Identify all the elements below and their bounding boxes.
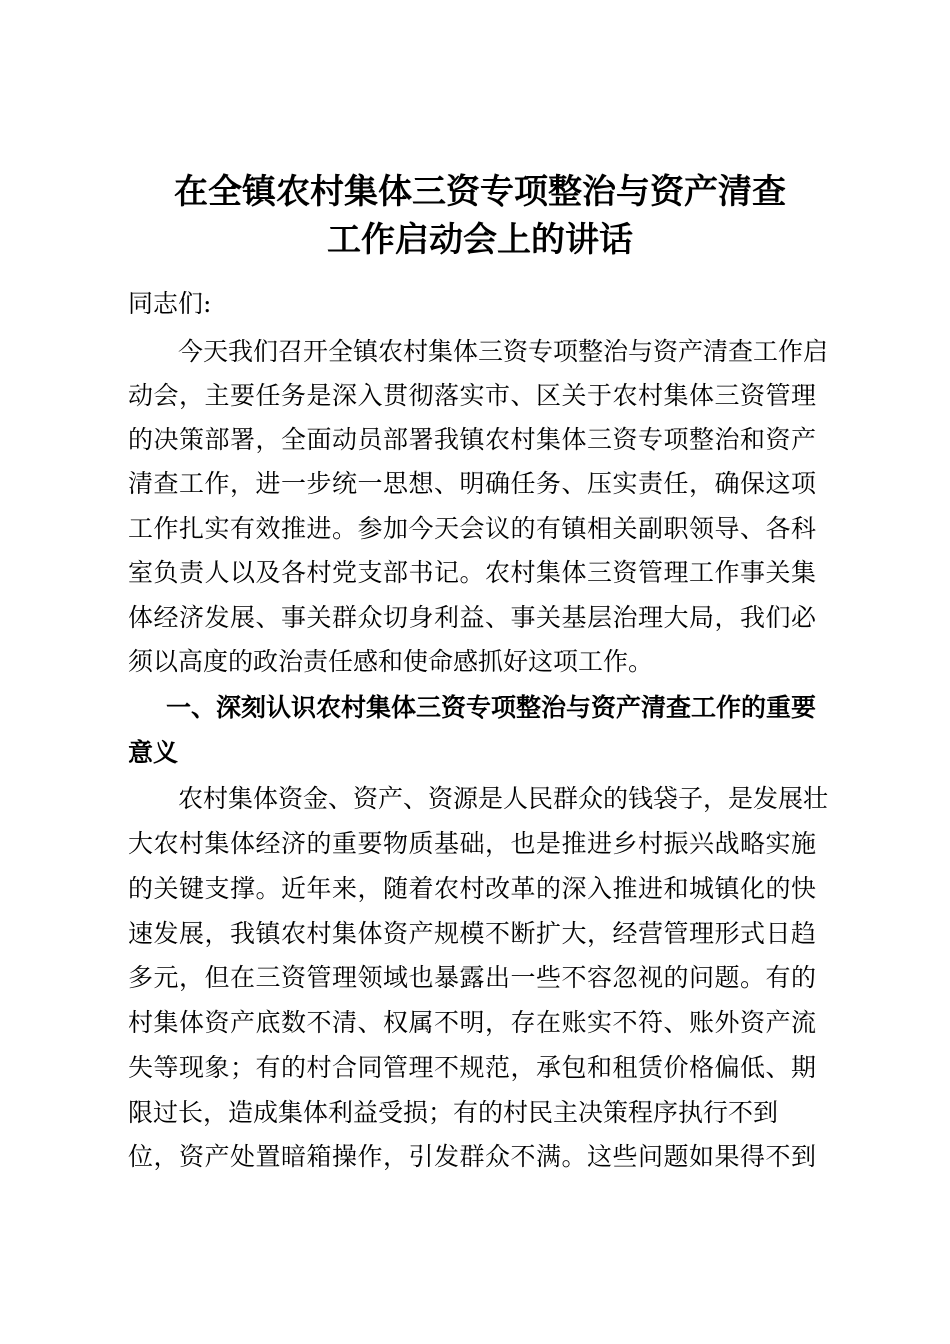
- document-title-line-2: 工作启动会上的讲话: [327, 220, 633, 260]
- paragraph-line: 失等现象；有的村合同管理不规范，承包和租赁价格偏低、期: [128, 1053, 816, 1082]
- paragraph-line: 速发展，我镇农村集体资产规模不断扩大，经营管理形式日趋: [128, 919, 816, 948]
- paragraph-line: 体经济发展、事关群众切身利益、事关基层治理大局，我们必: [128, 603, 816, 632]
- salutation: 同志们:: [128, 289, 212, 318]
- paragraph-line: 农村集体资金、资产、资源是人民群众的钱袋子，是发展壮: [178, 784, 829, 813]
- paragraph-line: 村集体资产底数不清、权属不明，存在账实不符、账外资产流: [128, 1008, 816, 1037]
- paragraph-line: 室负责人以及各村党支部书记。农村集体三资管理工作事关集: [128, 558, 816, 587]
- paragraph-line: 限过长，造成集体利益受损；有的村民主决策程序执行不到: [128, 1098, 779, 1127]
- paragraph-line: 清查工作，进一步统一思想、明确任务、压实责任，确保这项: [128, 469, 816, 498]
- paragraph-line: 须以高度的政治责任感和使命感抓好这项工作。: [128, 647, 654, 676]
- paragraph-line: 多元，但在三资管理领域也暴露出一些不容忽视的问题。有的: [128, 963, 816, 992]
- paragraph-line: 今天我们召开全镇农村集体三资专项整治与资产清查工作启: [178, 337, 829, 366]
- paragraph-line: 动会，主要任务是深入贯彻落实市、区关于农村集体三资管理: [128, 381, 816, 410]
- paragraph-line: 大农村集体经济的重要物质基础，也是推进乡村振兴战略实施: [128, 829, 816, 858]
- paragraph-line: 位，资产处置暗箱操作，引发群众不满。这些问题如果得不到: [128, 1142, 816, 1171]
- section-heading: 一、深刻认识农村集体三资专项整治与资产清查工作的重要: [166, 693, 817, 722]
- paragraph-line: 工作扎实有效推进。参加今天会议的有镇相关副职领导、各科: [128, 514, 816, 543]
- section-heading: 意义: [128, 738, 179, 767]
- paragraph-line: 的关键支撑。近年来，随着农村改革的深入推进和城镇化的快: [128, 874, 816, 903]
- document-title-line-1: 在全镇农村集体三资专项整治与资产清查: [174, 172, 786, 212]
- paragraph-line: 的决策部署，全面动员部署我镇农村集体三资专项整治和资产: [128, 425, 816, 454]
